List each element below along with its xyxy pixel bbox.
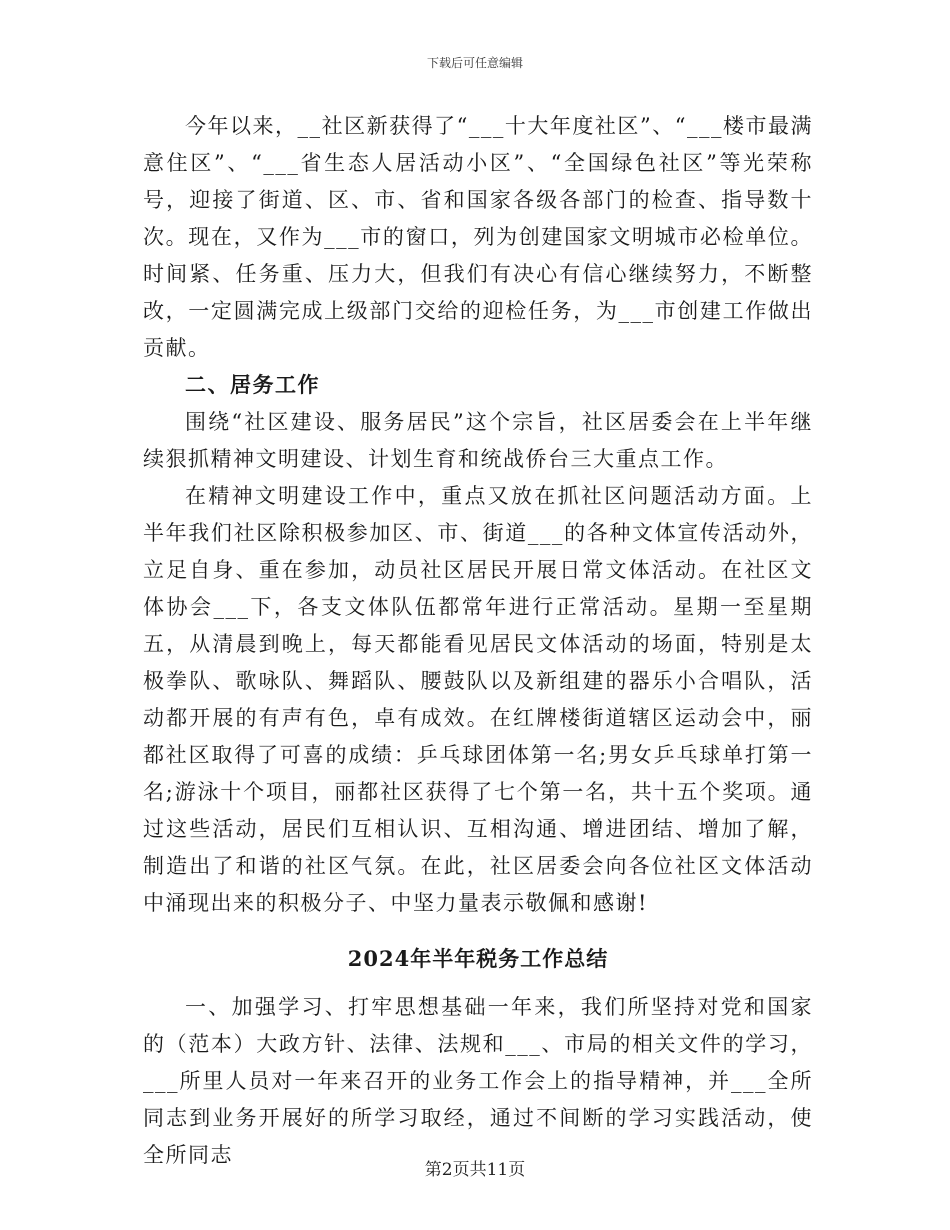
paragraph-resident-affairs-intro: 围绕“社区建设、服务居民”这个宗旨，社区居委会在上半年继续狠抓精神文明建设、计划生育和统战侨台三大重点工作。 [143,410,813,471]
document-body [143,108,813,1174]
page-footer: 第2页共11页 [424,1160,526,1180]
paragraph-study-foundation: 一、加强学习、打牢思想基础一年来，我们所坚持对党和国家的（范本）大政方针、法律、法规和___、市局的相关文件的学习，___所里人员对一年来召开的业务工作会上的指导精神，并___全所同志到业务开展好的所学习取经，通过不间断的学习实践活动，使全所同志 [143,995,813,1167]
document-title: 2024年半年税务工作总结 [347,946,609,971]
header-note: 下载后可任意编辑 [426,56,523,70]
paragraph-community-honors: 今年以来，__社区新获得了“___十大年度社区”、“___楼市最满意住区”、“___省生态人居活动小区”、“全国绿色社区”等光荣称号，迎接了街道、区、市、省和国家各级各部门的检查、指导数十次。现在，又作为___市的窗口，列为创建国家文明城市必检单位。时间紧、任务重、压力大，但我们有决心有信心继续努力，不断整改，一定圆满完成上级部门交给的迎检任务，为___市创建工作做出贡献。 [143,114,813,360]
paragraph-cultural-activities: 在精神文明建设工作中，重点又放在抓社区问题活动方面。上半年我们社区除积极参加区、市、街道___的各种文体宣传活动外，立足自身、重在参加，动员社区居民开展日常文体活动。在社区文体协会___下，各支文体队伍都常年进行正常活动。星期一至星期五，从清晨到晚上，每天都能看见居民文体活动的场面，特别是太极拳队、歌咏队、舞蹈队、腰鼓队以及新组建的器乐小合唱队，活动都开展的有声有色，卓有成效。在红牌楼街道辖区运动会中，丽都社区取得了可喜的成绩：乒乓球团体第一名;男女乒乓球单打第一名;游泳十个项目，丽都社区获得了七个第一名，共十五个奖项。通过这些活动，居民们互相认识、互相沟通、增进团结、增加了解，制造出了和谐的社区气氛。在此，社区居委会向各位社区文体活动中涌现出来的积极分子、中坚力量表示敬佩和感谢! [143,484,813,915]
section-heading-resident-affairs: 二、居务工作 [185,373,320,397]
